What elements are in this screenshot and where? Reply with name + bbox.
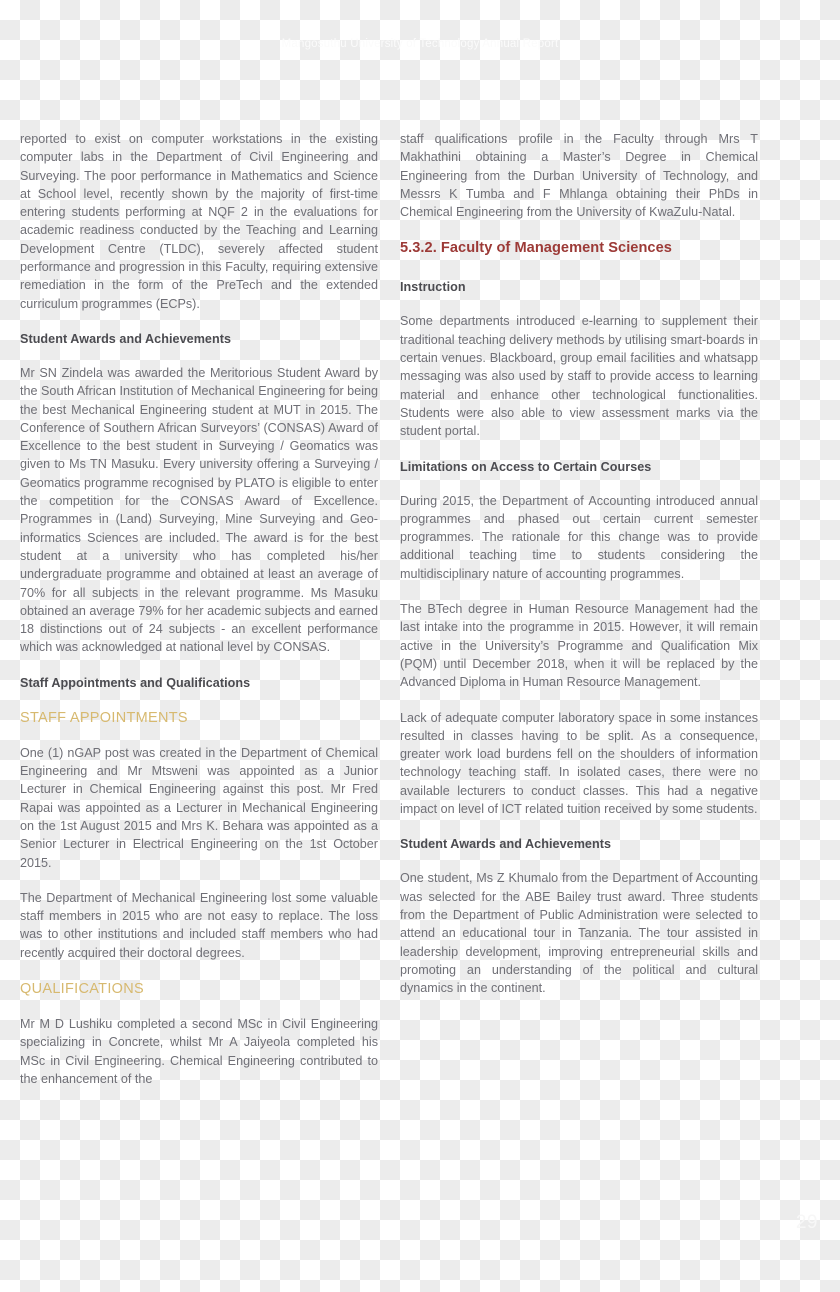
paragraph-student-awards-left: Mr SN Zindela was awarded the Meritorious Student Award by the South African Institution of Mechanical Engineering for being the best Mechanical Engineering student at MUT in 2015. The Conference of Southern African Surveyors’ (CONSAS) Award of Excellence to the best student in Surveying / Geomatics was given to Ms TN Masuku. Every university offering a Surveying / Geomatics programme recognised by PLATO is eligible to enter the competition for the CONSAS Award of Excellence. Programmes in (Land) Surveying, Mine Surveying and Geo-informatics Sciences are included. The award is for the best student at a university who has completed his/her undergraduate programme and obtained at least an average of 70% for all subjects in the relevant programme. Ms Masuku obtained an average 79% for her academic subjects and earned 18 distinctions out of 24 subjects - an excellent performance which was acknowledged at national level by CONSAS. — [20, 365, 378, 655]
heading-limitations-access-courses: Limitations on Access to Certain Courses — [400, 459, 652, 474]
paragraph-staff-loss: The Department of Mechanical Engineering lost some valuable staff members in 2015 who are not easy to replace. The loss was to other institutions and included staff members who had recently acquired their doctoral degrees. — [20, 890, 378, 960]
paragraph-student-awards-right: One student, Ms Z Khumalo from the Department of Accounting was selected for the ABE Bailey trust award. Three students from the Department of Public Administration were selected to attend an educational tour in Tanzania. The tour assisted in leadership development, improving entrepreneurial skills and promoting an understanding of the political and cultural dynamics in the continent. — [400, 871, 758, 996]
paragraph-ngap-post: One (1) nGAP post was created in the Department of Chemical Engineering and Mr Mtsweni was appointed as a Junior Lecturer in Chemical Engineering against this post. Mr Fred Rapai was appointed as a Lecturer in Mechanical Engineering on the 1st August 2015 and Mrs K. Behara was appointed as a Senior Lecturer in Electrical Engineering on the 1st October 2015. — [20, 745, 378, 870]
heading-staff-appointments-qualifications: Staff Appointments and Qualifications — [20, 675, 251, 690]
right-column — [400, 130, 758, 1130]
heading-qualifications: QUALIFICATIONS — [20, 980, 144, 997]
paragraph-qualifications: Mr M D Lushiku completed a second MSc in Civil Engineering specializing in Concrete, whilst Mr A Jaiyeola completed his MSc in Civil Engineering. Chemical Engineering contributed to the enhancement of the — [20, 1016, 378, 1086]
paragraph-continued-right: staff qualifications profile in the Faculty through Mrs T Makhathini obtaining a Master’s Degree in Chemical Engineering from the Durban University of Technology, and Messrs K Tumba and F Mhlanga obtaining their PhDs in Chemical Engineering from the University of KwaZulu-Natal. — [400, 132, 758, 220]
page-number: 29 — [795, 1212, 818, 1233]
two-column-body — [20, 130, 820, 1192]
paragraph-continued-left: reported to exist on computer workstations in the existing computer labs in the Department of Civil Engineering and Surveying. The poor performance in Mathematics and Science at School level, recently shown by the majority of first-time entering students performing at NQF 2 in the evaluations for academic readiness conducted by the Teaching and Learning Development Centre (TLDC), severely affected student performance and progression in this Faculty, requiring extensive remediation in the form of the PreTech and the extended curriculum programmes (ECPs). — [20, 132, 378, 311]
heading-student-awards-left: Student Awards and Achievements — [20, 331, 232, 346]
left-column — [20, 130, 378, 1190]
paragraph-instruction: Some departments introduced e-learning to supplement their traditional teaching delivery methods by utilising smart-boards in certain venues. Blackboard, group email facilities and whatsapp messaging was also used by staff to provide access to learning material and enhance other technological functionalities. Students were also able to view assessment marks via the student portal. — [400, 314, 758, 439]
paragraph-lab-space: Lack of adequate computer laboratory space in some instances resulted in classes having to be split. As a consequence, greater work load burdens fell on the shoulders of information technology teaching staff. In isolated cases, there were no available lecturers to conduct classes. This had a negative impact on level of ICT related tuition received by some students. — [400, 710, 758, 817]
paragraph-accounting-programmes: During 2015, the Department of Accounting introduced annual programmes and phased out certain current semester programmes. The rationale for this change was to provide additional teaching time to students considering the multidisciplinary nature of accounting programmes. — [400, 493, 758, 581]
paragraph-btech-hrm: The BTech degree in Human Resource Management had the last intake into the programme in 2015. However, it will remain active in the University’s Programme and Qualification Mix (PQM) until December 2018, when it will be replaced by the Advanced Diploma in Human Resource Management. — [400, 602, 758, 690]
running-header: Mangosuthu University of Technology Annual Report — [281, 38, 559, 50]
heading-staff-appointments: STAFF APPOINTMENTS — [20, 709, 188, 726]
section-heading-faculty-management-sciences: 5.3.2. Faculty of Management Sciences — [400, 240, 672, 257]
heading-student-awards-right: Student Awards and Achievements — [400, 837, 612, 852]
heading-instruction: Instruction — [400, 280, 466, 295]
